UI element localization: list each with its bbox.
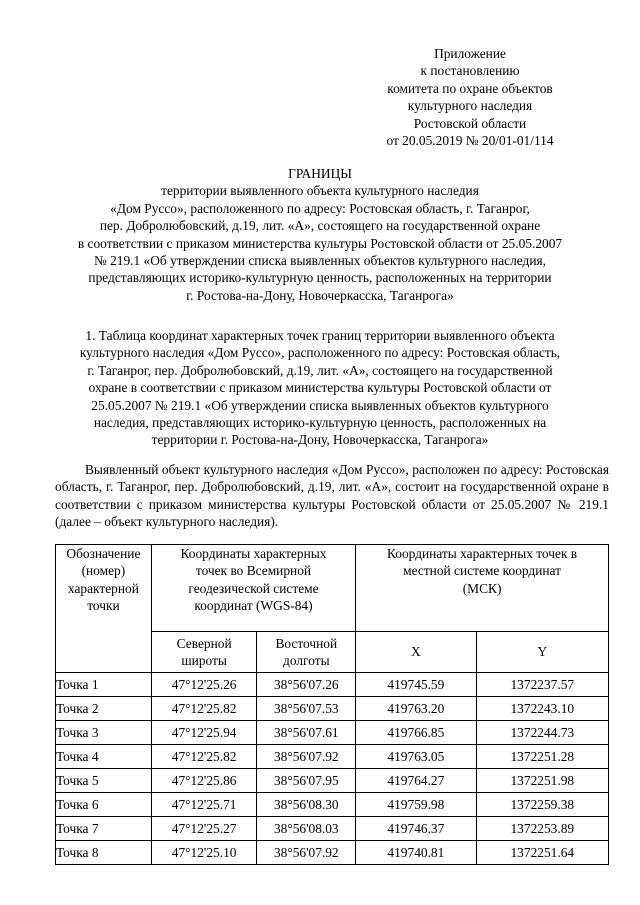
point-y: 1372237.57 — [476, 673, 608, 697]
table-row — [56, 793, 609, 817]
section-line: 1. Таблица координат характерных точек границ территории выявленного объекта — [85, 328, 555, 343]
table-row — [56, 841, 609, 865]
subheader-x: X — [356, 632, 476, 673]
subheader-latitude: Северной широты — [151, 632, 257, 673]
table-row — [56, 817, 609, 841]
section-1-heading — [40, 327, 600, 449]
title-line: г. Ростова-на-Дону, Новочеркасска, Таганрога» — [186, 287, 454, 303]
table-row — [56, 721, 609, 745]
point-longitude: 38°56'07.95 — [257, 769, 356, 793]
point-latitude: 47°12'25.82 — [151, 697, 257, 721]
table-header-row — [56, 545, 609, 632]
header-msk: Координаты характерных точек в местной системе координат (МСК) — [356, 545, 609, 632]
header-wgs84: Координаты характерных точек во Всемирной геодезической системе координат (WGS-84) — [151, 545, 355, 632]
point-name: Точка 1 — [56, 673, 152, 697]
point-name: Точка 5 — [56, 769, 152, 793]
point-x: 419763.20 — [356, 697, 476, 721]
subheader-longitude: Восточной долготы — [257, 632, 356, 673]
subheader-y: Y — [476, 632, 608, 673]
point-latitude: 47°12'25.10 — [151, 841, 257, 865]
point-y: 1372244.73 — [476, 721, 608, 745]
point-longitude: 38°56'07.26 — [257, 673, 356, 697]
title-line: в соответствии с приказом министерства культуры Ростовской области от 25.05.2007 — [77, 235, 563, 251]
title-line: «Дом Руссо», расположенного по адресу: Ростовская область, г. Таганрог, — [110, 200, 530, 216]
title-line: территории выявленного объекта культурного наследия — [161, 183, 479, 199]
point-x: 419764.27 — [356, 769, 476, 793]
point-longitude: 38°56'07.53 — [257, 697, 356, 721]
section-line: г. Таганрог, пер. Добролюбовский, д.19, лит. «А», состоящего на государственной — [87, 362, 553, 378]
appendix-line: от 20.05.2019 № 20/01-01/114 — [386, 133, 554, 149]
table-row — [56, 769, 609, 793]
section-line: охране в соответствии с приказом министерства культуры Ростовской области от — [88, 380, 552, 396]
point-y: 1372259.38 — [476, 793, 608, 817]
point-x: 419763.05 — [356, 745, 476, 769]
point-x: 419766.85 — [356, 721, 476, 745]
section-line: культурного наследия «Дом Руссо», расположенного по адресу: Ростовская область, — [79, 345, 561, 361]
point-latitude: 47°12'25.71 — [151, 793, 257, 817]
point-y: 1372251.98 — [476, 769, 608, 793]
point-name: Точка 3 — [56, 721, 152, 745]
appendix-header — [370, 45, 570, 149]
section-line: 25.05.2007 № 219.1 «Об утверждении списка выявленных объектов культурного — [91, 397, 549, 413]
point-name: Точка 6 — [56, 793, 152, 817]
header-designation: Обозначение (номер) характерной точки — [56, 545, 152, 673]
title-heading: ГРАНИЦЫ — [288, 166, 352, 181]
section-line: территории г. Ростова-на-Дону, Новочеркасска, Таганрога» — [151, 432, 489, 448]
point-y: 1372243.10 — [476, 697, 608, 721]
point-longitude: 38°56'08.03 — [257, 817, 356, 841]
coordinates-table — [55, 544, 609, 865]
point-longitude: 38°56'08.30 — [257, 793, 356, 817]
point-y: 1372251.64 — [476, 841, 608, 865]
title-line: № 219.1 «Об утверждении списка выявленных объектов культурного наследия, — [93, 253, 547, 269]
point-latitude: 47°12'25.86 — [151, 769, 257, 793]
title-line: представляющих историко-культурную ценность, расположенных на территории — [88, 270, 552, 286]
point-latitude: 47°12'25.94 — [151, 721, 257, 745]
point-name: Точка 4 — [56, 745, 152, 769]
point-y: 1372251.28 — [476, 745, 608, 769]
point-longitude: 38°56'07.92 — [257, 745, 356, 769]
point-longitude: 38°56'07.61 — [257, 721, 356, 745]
appendix-line: Ростовской области — [413, 115, 527, 131]
point-x: 419740.81 — [356, 841, 476, 865]
point-longitude: 38°56'07.92 — [257, 841, 356, 865]
point-x: 419759.98 — [356, 793, 476, 817]
point-x: 419745.59 — [356, 673, 476, 697]
appendix-line: Приложение — [434, 46, 506, 61]
appendix-line: культурного наследия — [407, 98, 533, 114]
point-latitude: 47°12'25.82 — [151, 745, 257, 769]
table-row — [56, 697, 609, 721]
appendix-line: к постановлению — [420, 63, 520, 79]
intro-paragraph: Выявленный объект культурного наследия «Дом Руссо», расположен по адресу: Ростовская область, г. Таганрог, пер. Добролюбовский, д.19, лит. «А», состоит на государственной охране в соответствии с приказом министерства культуры Ростовской области от 25.05.2007 № 219.1 (далее – объект культурного наследия). — [55, 462, 609, 530]
point-latitude: 47°12'25.27 — [151, 817, 257, 841]
appendix-line: комитета по охране объектов — [387, 80, 553, 96]
title-line: пер. Добролюбовский, д.19, лит. «А», состоящего на государственной охране — [99, 218, 541, 234]
section-line: наследия, представляющих историко-культурную ценность, расположенных на — [93, 415, 547, 431]
point-name: Точка 7 — [56, 817, 152, 841]
point-y: 1372253.89 — [476, 817, 608, 841]
point-name: Точка 8 — [56, 841, 152, 865]
document-title — [40, 165, 600, 304]
point-x: 419746.37 — [356, 817, 476, 841]
point-name: Точка 2 — [56, 697, 152, 721]
table-row — [56, 745, 609, 769]
point-latitude: 47°12'25.26 — [151, 673, 257, 697]
table-row — [56, 673, 609, 697]
